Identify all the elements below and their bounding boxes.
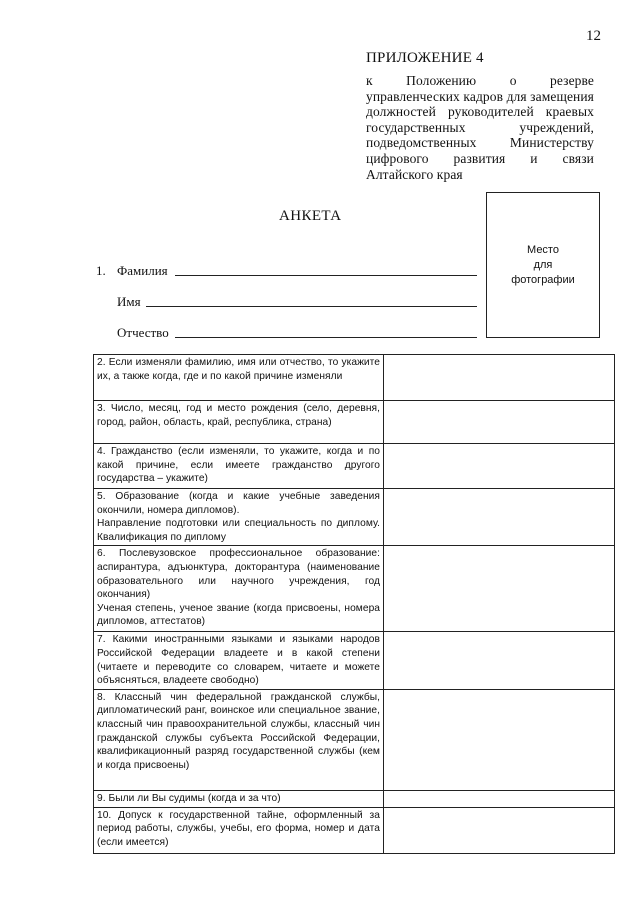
page-number: 12 <box>586 28 601 44</box>
answer-cell[interactable] <box>384 546 615 632</box>
table-row <box>94 355 615 401</box>
question-part: 6. Послевузовское профессиональное образование: аспирантура, адъюнктура, докторантура (наименование образовательного или научного учреждения, год окончания) <box>97 548 380 601</box>
question-cell: 2. Если изменяли фамилию, имя или отчество, то укажите их, а также когда, где и по какой причине изменяли <box>94 355 384 401</box>
table-row <box>94 790 615 807</box>
question-cell: 3. Число, месяц, год и место рождения (село, деревня, город, район, область, край, республика, страна) <box>94 401 384 444</box>
patronymic-input-line[interactable] <box>175 337 477 338</box>
question-part: 5. Образование (когда и какие учебные заведения окончили, номера дипломов). <box>97 491 380 516</box>
question-cell: 9. Были ли Вы судимы (когда и за что) <box>94 790 384 807</box>
field-number: 1. <box>96 263 106 278</box>
photo-placeholder <box>487 243 599 288</box>
photo-placeholder-line-2: для <box>533 259 553 271</box>
answer-cell[interactable] <box>384 689 615 790</box>
answer-cell[interactable] <box>384 444 615 489</box>
photo-box[interactable] <box>486 192 600 338</box>
answer-cell[interactable] <box>384 489 615 546</box>
question-cell: 7. Какими иностранными языками и языками народов Российской Федерации владеете и в какой степени (читаете и переводите со словарем, читаете и можете объясняться, владеете свободно) <box>94 632 384 689</box>
question-cell: 8. Классный чин федеральной гражданской службы, дипломатический ранг, воинское или специальное звание, классный чин правоохранительной службы, классный чин гражданской службы субъекта Российской Федерации, квалификационный разряд государственной службы (кем и когда присвоены) <box>94 689 384 790</box>
form-title: АНКЕТА <box>279 208 342 224</box>
photo-placeholder-line-1: Место <box>527 244 559 256</box>
table-row <box>94 489 615 546</box>
answer-cell[interactable] <box>384 401 615 444</box>
table-row <box>94 689 615 790</box>
question-part: Ученая степень, ученое звание (когда присвоены, номера дипломов, аттестатов) <box>97 602 380 628</box>
questionnaire-table <box>93 354 615 854</box>
question-cell: 10. Допуск к государственной тайне, оформленный за период работы, службы, учебы, его форма, номер и дата (если имеется) <box>94 807 384 853</box>
name-input-line[interactable] <box>146 306 477 307</box>
answer-cell[interactable] <box>384 807 615 853</box>
answer-cell[interactable] <box>384 790 615 807</box>
question-cell: 4. Гражданство (если изменяли, то укажите, когда и по какой причине, если имеете гражданство другого государства – укажите) <box>94 444 384 489</box>
table-row <box>94 444 615 489</box>
name-label: Имя <box>117 294 141 309</box>
table-row <box>94 807 615 853</box>
patronymic-label: Отчество <box>117 325 169 340</box>
question-cell <box>94 546 384 632</box>
question-part: Направление подготовки или специальность по диплому. Квалификация по диплому <box>97 518 380 543</box>
table-row <box>94 632 615 689</box>
appendix-text: к Положению о резерве управленческих кадров для замещения должностей руководителей краевых государственных учреждений, подведомственных Министерству цифрового развития и связи Алтайского края <box>366 73 594 182</box>
surname-label: Фамилия <box>117 263 168 278</box>
photo-placeholder-line-3: фотографии <box>511 274 575 286</box>
table-row <box>94 401 615 444</box>
appendix-title: ПРИЛОЖЕНИЕ 4 <box>366 50 484 66</box>
question-cell <box>94 489 384 546</box>
surname-input-line[interactable] <box>175 275 477 276</box>
answer-cell[interactable] <box>384 355 615 401</box>
table-row <box>94 546 615 632</box>
answer-cell[interactable] <box>384 632 615 689</box>
